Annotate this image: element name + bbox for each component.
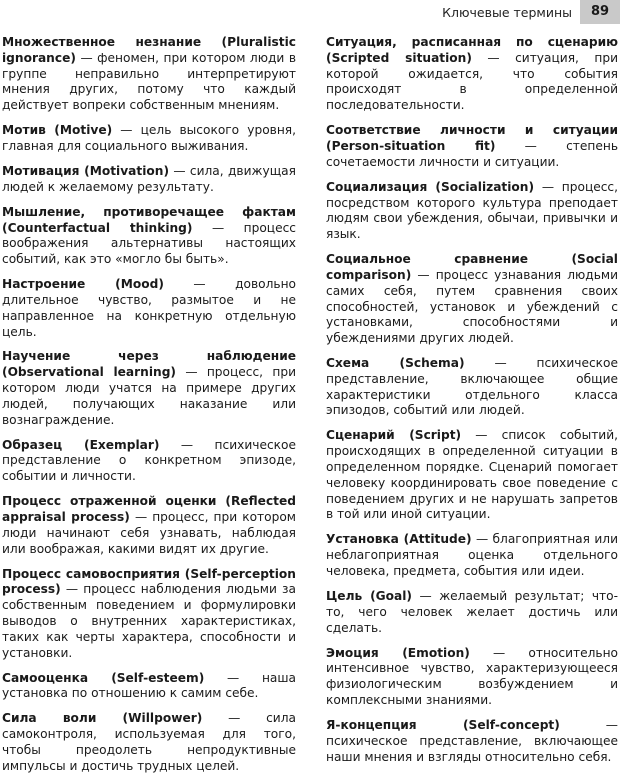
glossary-entry: Мотивация (Motivation) — сила, движущая людей к желаемому результату. — [2, 163, 296, 194]
glossary-entry: Цель (Goal) — желаемый результат; что-то, чего человек желает достичь или сделать. — [326, 589, 618, 635]
glossary-definition: процесс узнавания людьми самих себя, путем сравнения своих способностей, установок и убеждений с установками, способностями и убеждениями других людей. — [326, 267, 618, 346]
glossary-definition: процесс воображения альтернативы настоящих событий, как это «могло бы быть». — [2, 220, 296, 267]
glossary-term: Мотив (Motive) — [2, 123, 113, 138]
glossary-entry: Соответствие личности и ситуации (Person-situation fit) — степень сочетаемости личности и ситуации. — [326, 123, 619, 169]
glossary-entry: Образец (Exemplar) — психическое представление о конкретном эпизоде, событии и личности. — [2, 437, 296, 484]
glossary-definition: психическое представление, включающее наши мнения и взгляды относительно себя. — [326, 733, 618, 764]
glossary-entry: Социальное сравнение (Social comparison) — процесс узнавания людьми самих себя, путем сравнения своих способностей, установок и убеждений с установками, способностями и убеждениями других людей. — [326, 252, 618, 346]
glossary-entry: Мышление, противоречащее фактам (Counterfactual thinking) — процесс воображения альтернативы настоящих событий, как это «могло бы быть». — [2, 204, 296, 267]
glossary-term: Сценарий (Script) — [326, 428, 462, 443]
glossary-definition: психическое представление, включающее общие характеристики отдельного класса эпизодов, событий или людей. — [326, 356, 618, 418]
glossary-entry: Схема (Schema) — психическое представление, включающее общие характеристики отдельного класса эпизодов, событий или людей. — [326, 356, 618, 418]
glossary-definition: психическое представление о конкретном эпизоде, событии и личности. — [2, 437, 296, 484]
glossary-term: Мотивация (Motivation) — [2, 163, 170, 178]
glossary-term: Эмоция (Emotion) — [326, 645, 470, 660]
glossary-definition: ситуация, при которой ожидается, что события происходят в определенной последовательности. — [326, 50, 619, 113]
left-column — [2, 35, 296, 784]
glossary-definition: процесс, при котором люди начинают себя узнавать, наблюдая или воображая, какими видят их другие. — [2, 510, 296, 556]
glossary-term: Самооценка (Self-esteem) — [2, 670, 205, 685]
glossary-definition: наша установка по отношению к самим себе. — [2, 670, 296, 701]
glossary-entry: Сценарий (Script) — список событий, происходящих в определенной ситуации в определенном порядке. Сценарий помогает человеку координировать свое поведение с поведением других и не нарушать запретов в той или иной ситуации. — [326, 428, 619, 522]
glossary-term: Мышление, противоречащее фактам (Counterfactual thinking) — [2, 204, 296, 235]
glossary-entry: Я-концепция (Self-concept) — психическое представление, включающее наши мнения и взгляды относительно себя. — [326, 717, 618, 764]
glossary-definition: относительно интенсивное чувство, характеризующееся физиологическим возбуждением и комплексными знаниями. — [326, 645, 618, 707]
glossary-term: Установка (Attitude) — [326, 532, 472, 547]
glossary-term: Образец (Exemplar) — [2, 437, 160, 452]
glossary-definition: цель высокого уровня, главная для социального выживания. — [2, 123, 297, 153]
glossary-term: Соответствие личности и ситуации (Person-situation fit) — [326, 123, 618, 153]
glossary-entry: Мотив (Motive) — цель высокого уровня, главная для социального выживания. — [2, 123, 297, 153]
page-number: 89 — [580, 0, 620, 24]
glossary-term: Схема (Schema) — [326, 356, 465, 371]
glossary-term: Социализация (Socialization) — [326, 179, 535, 194]
glossary-term: Я-концепция (Self-concept) — [326, 717, 560, 732]
glossary-term: Ситуация, расписанная по сценарию (Scripted situation) — [326, 35, 618, 65]
glossary-term: Социальное сравнение (Social comparison) — [326, 252, 618, 282]
glossary-entry: Процесс самовосприятия (Self-perception process) — процесс наблюдения людьми за собственным поведением и формулировки выводов о внутренних характеристиках, таких как черты характера, способности и установки. — [2, 566, 296, 660]
glossary-entry: Процесс отраженной оценки (Reflected appraisal process) — процесс, при котором люди начинают себя узнавать, наблюдая или воображая, какими видят их другие. — [2, 494, 296, 556]
glossary-entry: Эмоция (Emotion) — относительно интенсивное чувство, характеризующееся физиологическим возбуждением и комплексными знаниями. — [326, 645, 618, 707]
glossary-definition: желаемый результат; что-то, чего человек желает достичь или сделать. — [326, 589, 618, 635]
glossary-definition: сила самоконтроля, используемая для того, чтобы преодолеть непродуктивные импульсы и достичь трудных целей. — [2, 711, 296, 773]
glossary-definition: довольно длительное чувство, размытое и не направленное на конкретную отдельную цель. — [2, 277, 296, 339]
glossary-definition: процесс, при котором люди учатся на примере других людей, получающих наказание или вознаграждение. — [2, 365, 296, 427]
glossary-definition: степень сочетаемости личности и ситуации. — [326, 138, 619, 169]
glossary-entry: Научение через наблюдение (Observational learning) — процесс, при котором люди учатся на примере других людей, получающих наказание или вознаграждение. — [2, 349, 296, 427]
glossary-entry: Социализация (Socialization) — процесс, посредством которого культура преподает людям свои убеждения, обычаи, привычки и язык. — [326, 179, 619, 242]
glossary-definition: благоприятная или неблагоприятная оценка отдельного человека, предмета, события или идеи. — [326, 532, 618, 579]
glossary-entry: Сила воли (Willpower) — сила самоконтроля, используемая для того, чтобы преодолеть непродуктивные импульсы и достичь трудных целей. — [2, 711, 296, 773]
glossary-entry: Множественное незнание (Pluralistic ignorance) — феномен, при котором люди в группе неправильно интерпретируют мнения других, потому что каждый действует вопреки собственным мнениям. — [2, 35, 297, 113]
glossary-entry: Настроение (Mood) — довольно длительное чувство, размытое и не направленное на конкретную отдельную цель. — [2, 277, 296, 339]
glossary-entry: Ситуация, расписанная по сценарию (Scripted situation) — ситуация, при которой ожидается, что события происходят в определенной последовательности. — [326, 35, 619, 113]
glossary-term: Цель (Goal) — [326, 589, 412, 604]
running-header-title: Ключевые термины — [442, 5, 572, 20]
glossary-definition: процесс, посредством которого культура преподает людям свои убеждения, обычаи, привычки и язык. — [326, 179, 619, 242]
glossary-term: Настроение (Mood) — [2, 277, 164, 292]
glossary-term: Научение через наблюдение (Observational learning) — [2, 349, 296, 380]
glossary-definition: феномен, при котором люди в группе неправильно интерпретируют мнения других, потому что каждый действует вопреки собственным мнениям. — [2, 50, 297, 113]
glossary-term: Сила воли (Willpower) — [2, 711, 203, 726]
glossary-entry: Установка (Attitude) — благоприятная или неблагоприятная оценка отдельного человека, предмета, события или идеи. — [326, 532, 618, 579]
glossary-definition: список событий, происходящих в определенной ситуации в определенном порядке. Сценарий помогает человеку координировать свое поведение с поведением других и не нарушать запретов в той или иной ситуации. — [326, 428, 619, 522]
glossary-definition: сила, движущая людей к желаемому результату. — [2, 163, 296, 194]
page-header — [0, 0, 620, 24]
right-column — [326, 35, 618, 775]
glossary-term: Процесс самовосприятия (Self-perception process) — [2, 566, 296, 597]
glossary-term: Множественное незнание (Pluralistic ignorance) — [2, 35, 296, 65]
glossary-term: Процесс отраженной оценки (Reflected appraisal process) — [2, 494, 296, 525]
glossary-definition: процесс наблюдения людьми за собственным поведением и формулировки выводов о внутренних характеристиках, таких как черты характера, способности и установки. — [2, 582, 296, 660]
glossary-entry: Самооценка (Self-esteem) — наша установка по отношению к самим себе. — [2, 670, 296, 701]
